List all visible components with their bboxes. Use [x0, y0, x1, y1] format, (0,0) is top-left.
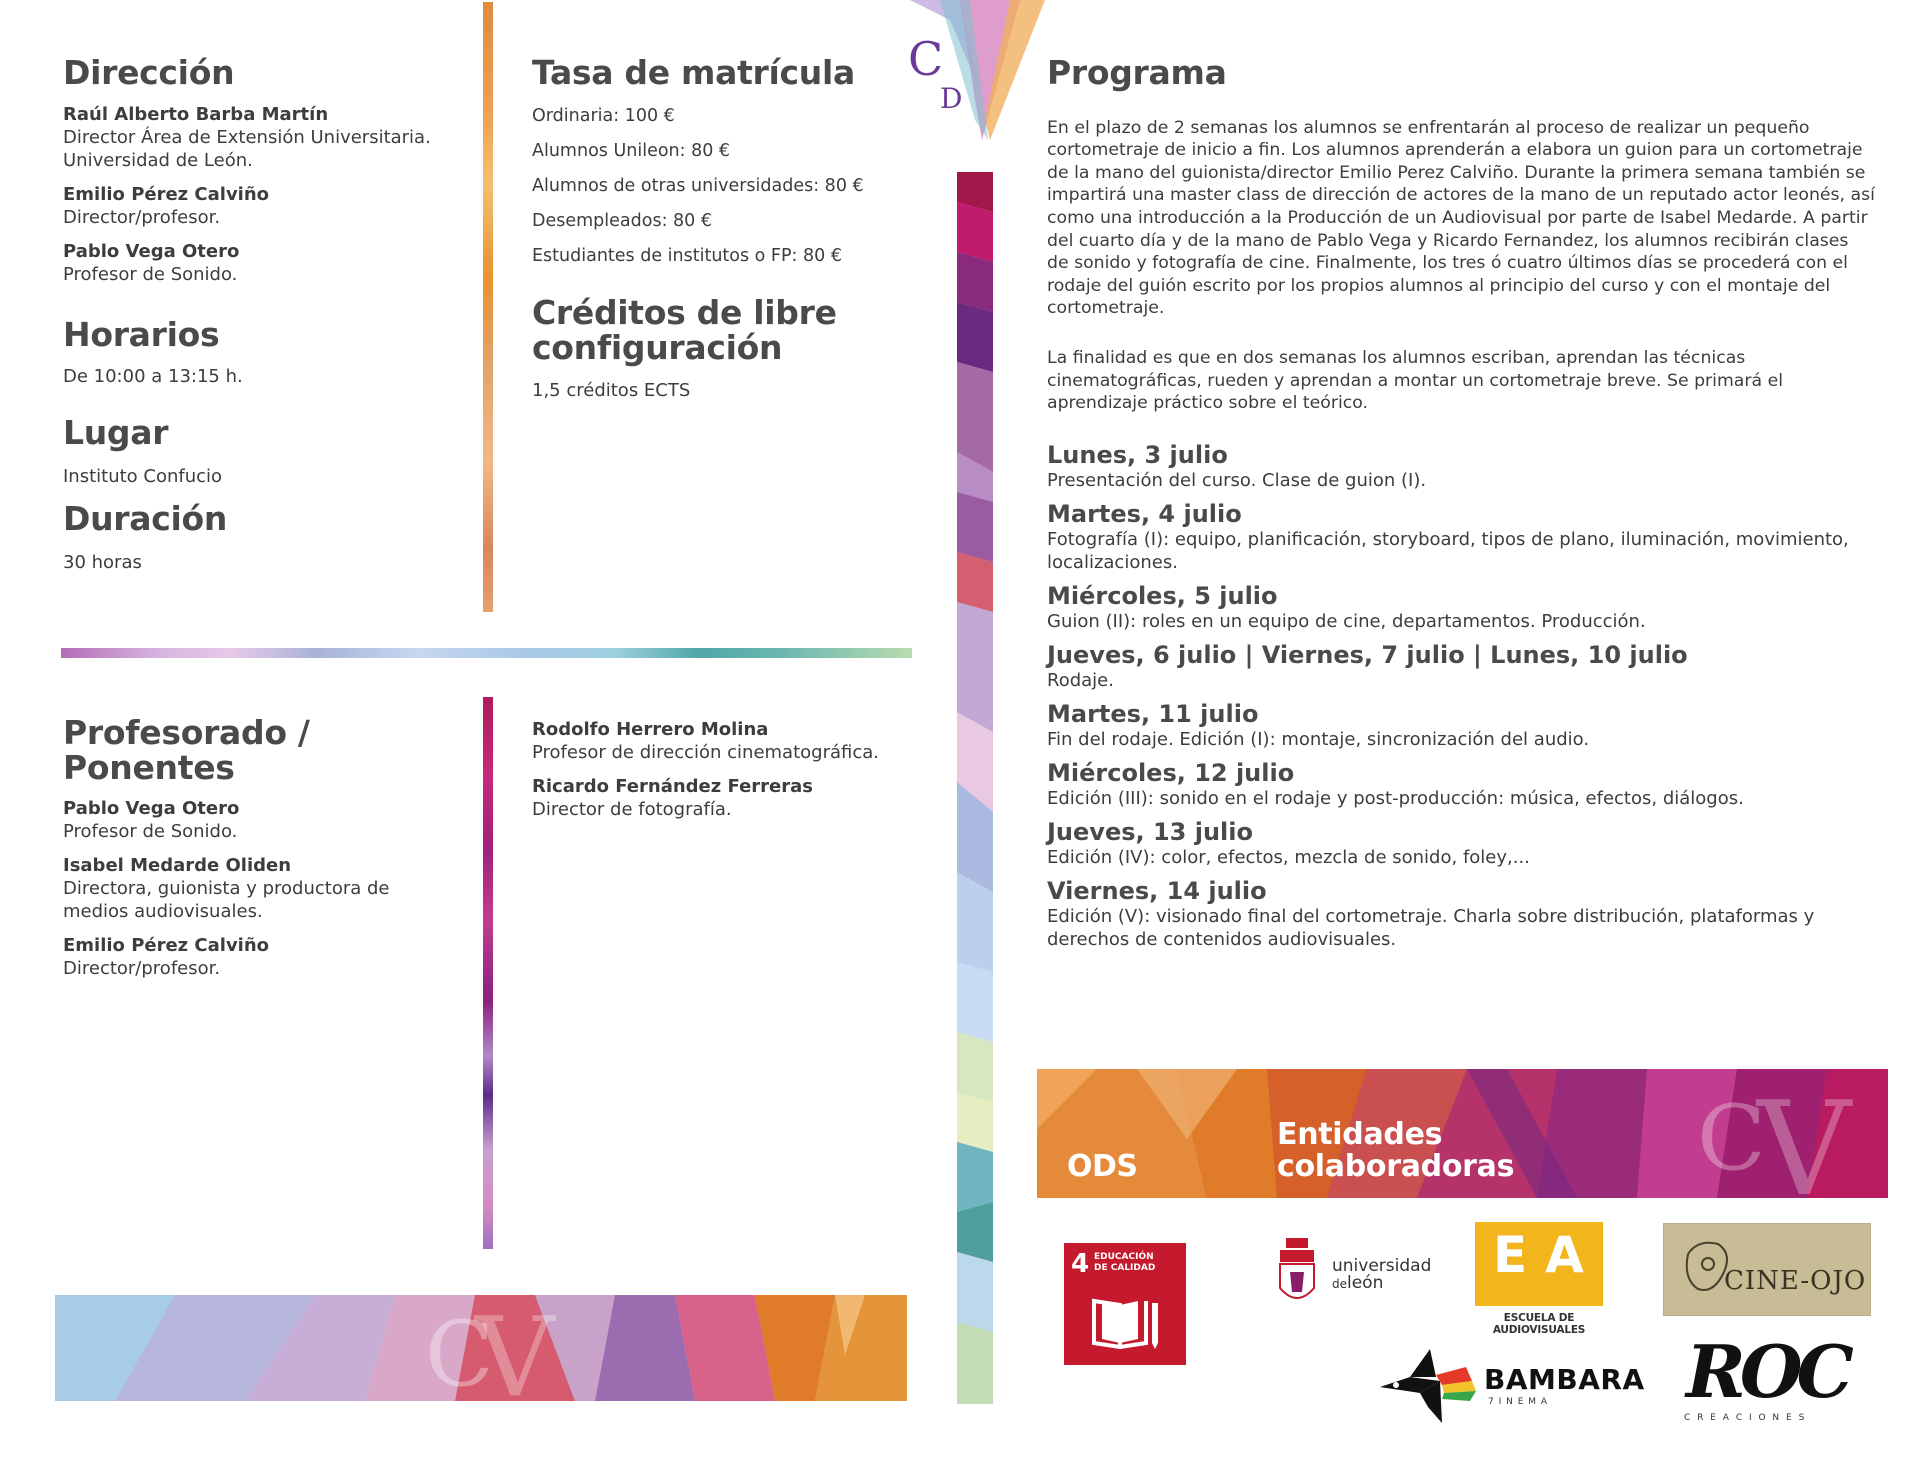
profesorado-right [532, 718, 912, 832]
person-role: Director/profesor. [63, 206, 221, 228]
direccion-title: Dirección [63, 53, 235, 92]
person-role: Profesor de dirección cinematográfica. [532, 742, 880, 763]
person-name: Ricardo Fernández Ferreras [532, 776, 813, 797]
person-role: Profesor de Sonido. [63, 263, 238, 285]
ods-number: 4 [1071, 1249, 1090, 1279]
profesor-item [63, 854, 483, 923]
svg-text:C: C [908, 32, 944, 86]
roc-logo [1680, 1329, 1860, 1431]
ule-leon: león [1347, 1273, 1384, 1293]
schedule-day: Miércoles, 12 julio [1047, 758, 1295, 787]
schedule-desc: Guion (II): roles en un equipo de cine, departamentos. Producción. [1047, 610, 1646, 632]
schedule-item [1047, 818, 1875, 869]
profesorado-section [63, 713, 483, 991]
fee-item: Desempleados: 80 € [532, 210, 712, 231]
decor-bottom-banner [55, 1295, 907, 1401]
schedule-day: Martes, 4 julio [1047, 499, 1242, 528]
lugar-section [63, 413, 463, 488]
eal-caption: ESCUELA DE AUDIOVISUALES [1492, 1312, 1586, 1336]
book-icon [1090, 1293, 1162, 1349]
profesor-item [63, 934, 483, 980]
ods-label: ODS [1067, 1149, 1138, 1184]
schedule-day: Miércoles, 5 julio [1047, 581, 1278, 610]
bambara-sub: 7 I N E M A [1488, 1397, 1549, 1407]
profesor-item [63, 797, 483, 843]
ule-de: de [1332, 1277, 1347, 1291]
direccion-person [63, 183, 463, 229]
horarios-value: De 10:00 a 13:15 h. [63, 365, 243, 387]
entidades-line: colaboradoras [1277, 1149, 1515, 1184]
entidades-banner [1037, 1069, 1888, 1198]
profesor-item [532, 775, 912, 821]
horarios-section [63, 315, 463, 388]
creditos-value: 1,5 créditos ECTS [532, 380, 691, 402]
direccion-person [63, 103, 463, 172]
creditos-title: configuración [532, 327, 783, 367]
svg-text:V: V [1757, 1073, 1851, 1198]
profesorado-title: Profesorado / Ponentes [63, 713, 310, 787]
schedule-desc: Presentación del curso. Clase de guion (I). [1047, 469, 1427, 491]
programa-paragraph: En el plazo de 2 semanas los alumnos se enfrentarán al proceso de realizar un pequeño cortometraje de inicio a fin. Los alumnos aprenderán a elabora un guion para un cortometraje de la mano del guionista/director Emilio Perez Calviño. Durante la primera semana también se impartirá una master class de dirección de actores de la mano de un reputado actor leonés, así como una introducción a la Producción de un Audiovisual por parte de Isabel Medarde. A partir del cuarto día y de la mano de Pablo Vega y Ricardo Fernandez, los alumnos recibirán clases de sonido y fotografía de cine. Finalmente, los tres ó cuatro últimos días se procederá con el rodaje del guión escrito por los propios alumnos al principio del curso y con el montaje del cortometraje. [1047, 117, 1875, 319]
cineojo-logo [1663, 1223, 1871, 1316]
schedule-desc: Edición (V): visionado final del cortometraje. Charla sobre distribución, plataformas y derechos de contenidos audiovisuales. [1047, 905, 1815, 950]
tasa-title: Tasa de matrícula [532, 53, 855, 92]
ods-caption-line: DE CALIDAD [1094, 1263, 1156, 1273]
svg-text:D: D [940, 82, 963, 115]
schedule-day: Jueves, 13 julio [1047, 817, 1253, 846]
person-role: medios audiovisuales. [63, 901, 263, 923]
bambara-text: BAMBARA [1484, 1363, 1645, 1396]
programa-title: Programa [1047, 53, 1227, 92]
horarios-title: Horarios [63, 315, 220, 354]
schedule-day: Viernes, 14 julio [1047, 876, 1267, 905]
person-role: Profesor de Sonido. [63, 821, 238, 843]
person-role: Director de fotografía. [532, 799, 732, 820]
decor-vertical-strip-top [483, 2, 493, 612]
fee-item: Alumnos de otras universidades: 80 € [532, 175, 864, 196]
ule-logo [1276, 1236, 1436, 1316]
person-name: Pablo Vega Otero [63, 798, 240, 820]
ule-shield-icon [1276, 1236, 1318, 1308]
roc-text: ROC [1686, 1329, 1848, 1414]
decor-vertical-strip-bottom [483, 697, 493, 1249]
bambara-logo [1380, 1343, 1645, 1425]
person-name: Pablo Vega Otero [63, 240, 240, 262]
schedule-item [1047, 500, 1875, 574]
entidades-line: Entidades [1277, 1117, 1443, 1152]
schedule-day: Lunes, 3 julio [1047, 440, 1228, 469]
person-name: Raúl Alberto Barba Martín [63, 103, 329, 125]
schedule-desc: Edición (IV): color, efectos, mezcla de sonido, foley,... [1047, 846, 1530, 868]
schedule-item [1047, 441, 1875, 492]
creditos-section [532, 293, 912, 402]
lugar-title: Lugar [63, 413, 169, 452]
tasa-section [532, 53, 912, 280]
schedule-item [1047, 641, 1875, 692]
person-role: Director/profesor. [63, 958, 221, 980]
schedule-desc: Fotografía (I): equipo, planificación, storyboard, tipos de plano, iluminación, movimiento, localizaciones. [1047, 528, 1849, 573]
entidades-label [1277, 1119, 1514, 1183]
creditos-title: Créditos de libre [532, 293, 837, 332]
person-role: Director Área de Extensión Universitaria. [63, 126, 431, 148]
decor-horizontal-strip [61, 648, 912, 658]
schedule-desc: Fin del rodaje. Edición (I): montaje, sincronización del audio. [1047, 728, 1590, 750]
person-name: Isabel Medarde Oliden [63, 855, 292, 877]
person-role: Directora, guionista y productora de [63, 878, 390, 900]
fee-item: Estudiantes de institutos o FP: 80 € [532, 245, 842, 266]
eal-logo [1469, 1222, 1652, 1336]
person-role: Universidad de León. [63, 149, 253, 171]
schedule-day: Martes, 11 julio [1047, 699, 1259, 728]
ods-caption-line: EDUCACIÓN [1094, 1252, 1154, 1262]
person-name: Emilio Pérez Calviño [63, 183, 270, 205]
profesor-item [532, 718, 912, 764]
lugar-value: Instituto Confucio [63, 465, 223, 487]
duracion-value: 30 horas [63, 551, 142, 573]
schedule-desc: Edición (III): sonido en el rodaje y post-producción: música, efectos, diálogos. [1047, 787, 1744, 809]
svg-text:C: C [425, 1302, 494, 1401]
fee-item: Alumnos Unileon: 80 € [532, 140, 731, 161]
ule-line: universidad [1332, 1256, 1432, 1276]
schedule-item [1047, 582, 1875, 633]
bambara-bird-icon [1380, 1347, 1480, 1425]
ods-caption [1094, 1252, 1155, 1274]
cdv-logo [900, 0, 1050, 150]
ule-line-2 [1332, 1275, 1431, 1293]
decor-center-strip [957, 172, 993, 1404]
fee-item: Ordinaria: 100 € [532, 105, 675, 126]
direccion-person [63, 240, 463, 286]
ule-text [1332, 1258, 1431, 1293]
programa-section [1047, 53, 1875, 959]
ods4-logo [1064, 1243, 1186, 1365]
person-name: Rodolfo Herrero Molina [532, 719, 769, 740]
direccion-section [63, 53, 463, 297]
roc-sub: C R E A C I O N E S [1684, 1413, 1807, 1423]
duracion-section [63, 499, 463, 574]
schedule-item [1047, 877, 1875, 951]
schedule-item [1047, 759, 1875, 810]
eal-letters: EAL [1493, 1226, 1652, 1284]
cineojo-text: CINE-OJO [1724, 1266, 1867, 1296]
svg-text:C: C [1697, 1086, 1766, 1191]
svg-text:V: V [475, 1295, 555, 1401]
schedule-list [1047, 441, 1875, 951]
programa-paragraph: La finalidad es que en dos semanas los alumnos escriban, aprendan las técnicas cinematográficas, rueden y aprendan a montar un cortometraje breve. Se primará el aprendizaje práctico sobre el teórico. [1047, 347, 1784, 414]
schedule-item [1047, 700, 1875, 751]
duracion-title: Duración [63, 499, 228, 538]
schedule-desc: Rodaje. [1047, 669, 1114, 691]
person-name: Emilio Pérez Calviño [63, 935, 270, 957]
schedule-day: Jueves, 6 julio | Viernes, 7 julio | Lunes, 10 julio [1047, 640, 1688, 669]
